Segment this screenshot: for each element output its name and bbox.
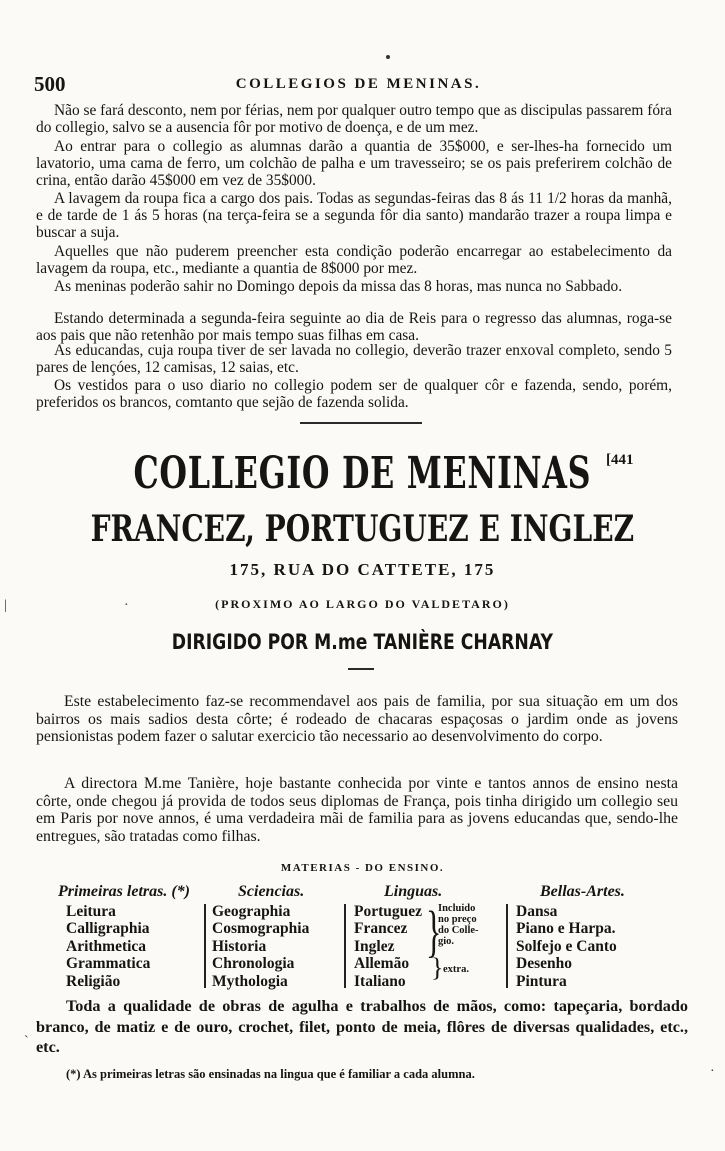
- subject-item: Portuguez: [354, 903, 423, 920]
- intro-paragraph: A lavagem da roupa fica a cargo dos pais. Todas as segundas-feiras das 8 ás 11 1/2 horas da manhã, e de tarde de 1 ás 5 horas (na terça-feira se a segunda fôr dia santo) mandarão trazer a roupa limpa e buscar a suja.: [36, 190, 672, 242]
- subjects-column-bellas-artes: [516, 903, 617, 990]
- advert-title: COLLEGIO DE MENINAS: [133, 448, 592, 499]
- handicraft-paragraph: Toda a qualidade de obras de agulha e trabalhos de mãos, como: tapeçaria, bordado branco, de matiz e de ouro, crochet, filet, ponto de meia, flôres de diversas qualidades, etc., etc.: [36, 997, 688, 1056]
- intro-paragraph: Estando determinada a segunda-feira seguinte ao dia de Reis para o regresso das alumnas, roga-se aos pais que não retenhão por mais tempo suas filhas em casa.: [36, 310, 672, 345]
- note-line: Incluido: [438, 903, 476, 914]
- subject-item: Desenho: [516, 955, 572, 973]
- running-title: COLLEGIOS DE MENINAS.: [235, 76, 482, 92]
- subjects-column-sciencias: [212, 903, 309, 990]
- subjects-column-primeiras-letras: [66, 903, 150, 990]
- ink-dot: [386, 55, 390, 59]
- margin-mark: ·: [124, 598, 129, 613]
- running-head: [34, 72, 683, 94]
- advert-paragraph: Este estabelecimento faz-se recommendavel aos pais de familia, por sua situação em um dos bairros os mais sadios desta côrte; é rodeado de chacaras espaçosas o jardim onde as jovens pensionistas podem fazer o salutar exercicio tão necessario ao desenvolvimento do corpo.: [36, 693, 678, 745]
- note-line: do Colle-: [438, 925, 479, 936]
- margin-mark: ·: [710, 1064, 715, 1079]
- subject-item: Mythologia: [212, 972, 288, 990]
- subject-item: Chronologia: [212, 955, 295, 973]
- page-number: 500: [34, 72, 66, 96]
- intro-paragraph: Não se fará desconto, nem por férias, nem por qualquer outro tempo que as discipulas passarem fóra do collegio, salvo se a ausencia fôr por motivo de doença, e de um mez.: [36, 102, 672, 137]
- advert-director: DIRIGIDO POR M.me TANIÈRE CHARNAY: [171, 630, 553, 654]
- footnote: (*) As primeiras letras são ensinadas na lingua que é familiar a cada alumna.: [66, 1067, 475, 1081]
- column-divider: [506, 904, 508, 988]
- subject-item: Arithmetica: [66, 937, 147, 955]
- note-line: gio.: [438, 936, 455, 947]
- subjects-column-linguas: [354, 903, 422, 990]
- column-divider: [344, 904, 346, 988]
- subject-item: Italiano: [354, 972, 406, 990]
- advert-reference-number: [441: [606, 452, 634, 468]
- column-heading-bellas-artes: Bellas-Artes.: [540, 883, 625, 900]
- brace-extra-symbol: }: [431, 953, 444, 982]
- short-rule: [348, 668, 374, 670]
- intro-paragraph: As educandas, cuja roupa tiver de ser lavada no collegio, deverão trazer enxoval completo, sendo 5 pares de lençóes, 12 camisas, 12 saias, etc.: [36, 342, 672, 377]
- brace-included-symbol: }: [426, 898, 442, 964]
- subject-item: Piano e Harpa.: [516, 920, 616, 938]
- advert-address: 175, RUA DO CATTETE, 175: [229, 560, 496, 579]
- subject-item: Religião: [66, 972, 121, 990]
- subject-item: Grammatica: [66, 955, 151, 973]
- note-line: no preço: [438, 914, 477, 925]
- subject-item: Pintura: [516, 972, 567, 990]
- included-in-price-note: [438, 903, 479, 947]
- subject-item: Inglez: [354, 937, 395, 955]
- extra-note: extra.: [443, 964, 469, 975]
- subject-item: Calligraphia: [66, 920, 150, 938]
- advert-paragraph: A directora M.me Tanière, hoje bastante conhecida por vinte e tantos annos de ensino nesta côrte, onde chegou já provida de todos seus diplomas de França, pois tinha dirigido um collegio seu em Paris por nove annos, é uma verdadeira mãi de familia para as jovens educandas que, sendo-lhe entregues, são tratadas como filhas.: [36, 775, 678, 845]
- subject-item: Allemão: [354, 955, 410, 973]
- intro-paragraph: Aquelles que não puderem preencher esta condição poderão encarregar ao estabelecimento da lavagem da roupa, etc., mediante a quantia de 8$000 por mez.: [36, 243, 672, 278]
- margin-mark: |: [4, 598, 7, 613]
- column-heading-primeiras-letras: Primeiras letras. (*): [58, 883, 190, 900]
- advert-subtitle: FRANCEZ, PORTUGUEZ E INGLEZ: [90, 508, 635, 550]
- advert-location-note: (PROXIMO AO LARGO DO VALDETARO): [215, 597, 510, 611]
- column-heading-sciencias: Sciencias.: [238, 883, 305, 900]
- column-divider: [204, 904, 206, 988]
- subject-item: Solfejo e Canto: [516, 937, 617, 955]
- section-divider: [300, 422, 422, 424]
- subject-item: Cosmographia: [212, 920, 310, 938]
- margin-mark: `: [24, 1034, 29, 1049]
- subject-item: Francez: [354, 920, 408, 938]
- subject-item: Dansa: [516, 903, 558, 920]
- intro-paragraph: As meninas poderão sahir no Domingo depois da missa das 8 horas, mas nunca no Sabbado.: [54, 278, 623, 295]
- column-heading-linguas: Linguas.: [384, 883, 443, 900]
- intro-paragraph: Os vestidos para o uso diario no collegio podem ser de qualquer côr e fazenda, sendo, porém, preferidos os brancos, comtanto que sejão de fazenda solida.: [36, 377, 672, 412]
- subjects-heading: MATERIAS - DO ENSINO.: [280, 862, 445, 874]
- subject-item: Geographia: [212, 903, 291, 920]
- intro-paragraph: Ao entrar para o collegio as alumnas darão a quantia de 35$000, e ser-lhes-ha fornecido um lavatorio, uma cama de ferro, um colchão de palha e um travesseiro; se os pais preferirem colchão de crina, então darão 45$000 em vez de 35$000.: [36, 138, 672, 190]
- subject-item: Leitura: [66, 903, 116, 920]
- subject-item: Historia: [212, 937, 267, 955]
